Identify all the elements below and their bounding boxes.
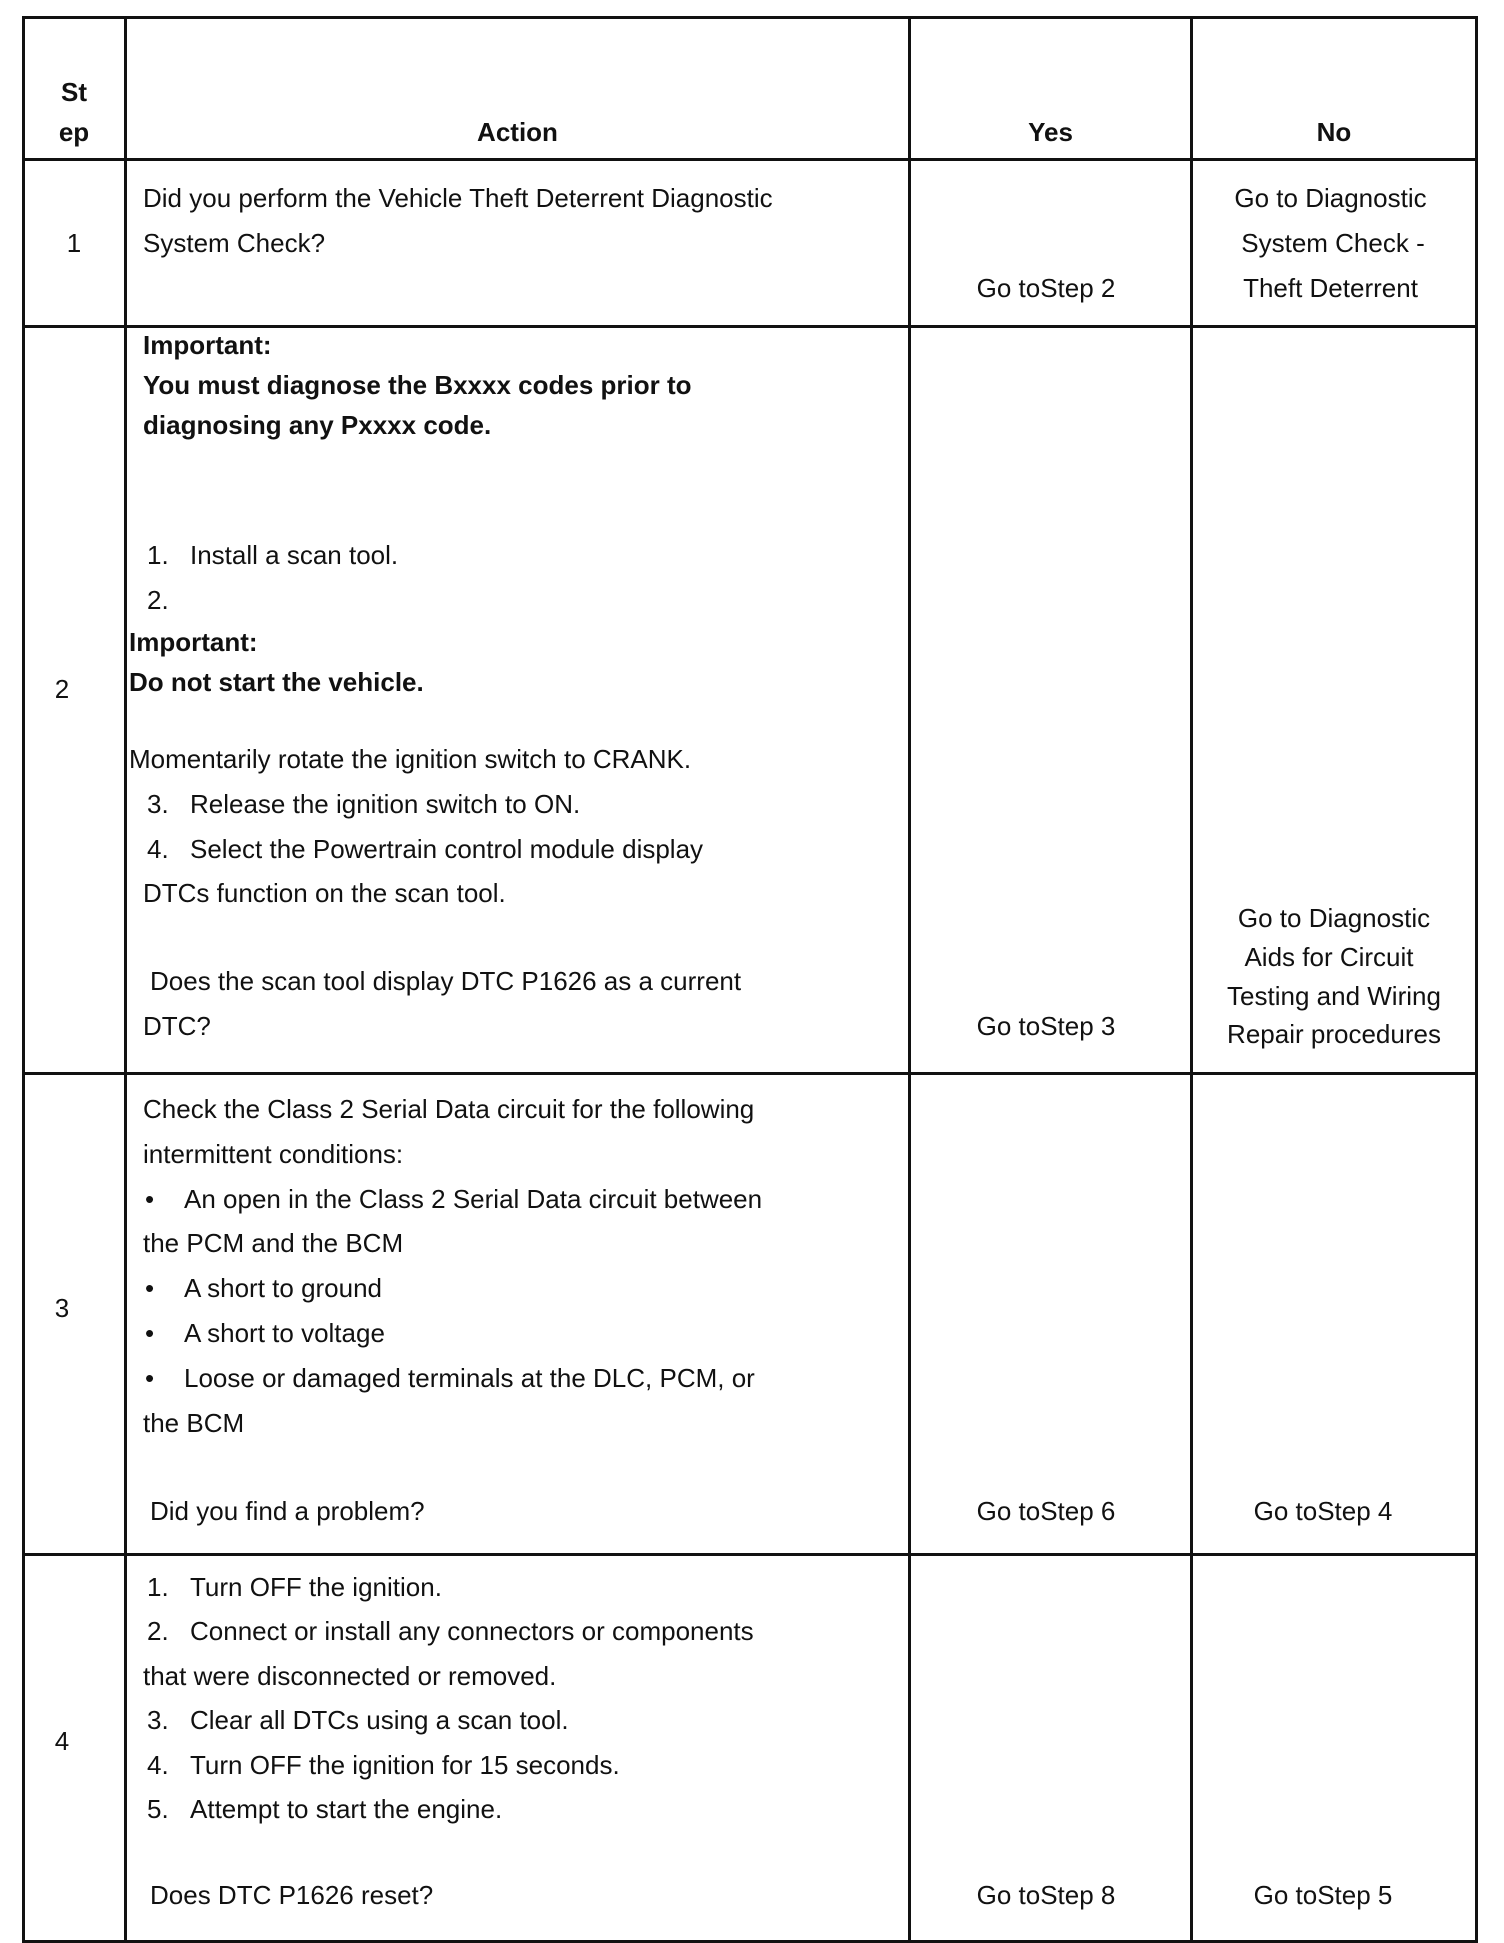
- important-text: You must diagnose the Bxxxx codes prior to: [143, 370, 692, 400]
- important-label: Important:: [143, 330, 272, 360]
- list-item: Install a scan tool.: [190, 540, 399, 570]
- list-item: Turn OFF the ignition.: [190, 1572, 442, 1602]
- col-divider-yes: [1190, 16, 1193, 1943]
- yes-goto: Go toStep 6: [976, 1496, 1116, 1526]
- col-divider-action: [908, 16, 911, 1943]
- action-text: Momentarily rotate the ignition switch to CRANK.: [129, 744, 692, 774]
- header-step-line1: St: [61, 77, 87, 107]
- header-no: No: [1316, 117, 1352, 147]
- no-goto: Aids for Circuit: [1244, 942, 1414, 972]
- list-item: DTCs function on the scan tool.: [143, 878, 506, 908]
- bullet-item: the PCM and the BCM: [143, 1228, 404, 1258]
- important-label: Important:: [129, 627, 258, 657]
- list-number: 5.: [147, 1794, 169, 1824]
- question-text: Does DTC P1626 reset?: [150, 1880, 434, 1910]
- table-border-left: [22, 16, 25, 1943]
- list-item: Turn OFF the ignition for 15 seconds.: [190, 1750, 620, 1780]
- list-item: Clear all DTCs using a scan tool.: [190, 1705, 569, 1735]
- action-text: System Check?: [143, 228, 326, 258]
- bullet: •: [145, 1273, 155, 1303]
- list-item: Release the ignition switch to ON.: [190, 789, 581, 819]
- list-number: 1.: [147, 540, 169, 570]
- col-divider-step: [124, 16, 127, 1943]
- step-number: 1: [66, 228, 82, 258]
- table-border-right: [1475, 16, 1478, 1943]
- row-divider-2: [22, 1072, 1478, 1075]
- no-goto: Go to Diagnostic: [1234, 183, 1427, 213]
- table-border-top: [22, 16, 1478, 19]
- bullet-item: A short to voltage: [184, 1318, 385, 1348]
- list-number: 3.: [147, 1705, 169, 1735]
- no-goto: Go toStep 5: [1253, 1880, 1393, 1910]
- row-divider-3: [22, 1553, 1478, 1556]
- no-goto: Testing and Wiring: [1227, 981, 1441, 1011]
- list-item: Attempt to start the engine.: [190, 1794, 503, 1824]
- list-number: 4.: [147, 834, 169, 864]
- no-goto: Theft Deterrent: [1243, 273, 1418, 303]
- action-text: Did you perform the Vehicle Theft Deterrent Diagnostic: [143, 183, 773, 213]
- question-text: Did you find a problem?: [150, 1496, 425, 1526]
- important-text: Do not start the vehicle.: [129, 667, 424, 697]
- header-step-line2: ep: [58, 117, 90, 147]
- no-goto: Go toStep 4: [1253, 1496, 1393, 1526]
- step-number: 2: [54, 674, 70, 704]
- header-divider: [22, 158, 1478, 161]
- action-text: Check the Class 2 Serial Data circuit for the following: [143, 1094, 755, 1124]
- bullet: •: [145, 1363, 155, 1393]
- list-number: 2.: [147, 1616, 169, 1646]
- yes-goto: Go toStep 3: [976, 1011, 1116, 1041]
- list-number: 1.: [147, 1572, 169, 1602]
- bullet-item: the BCM: [143, 1408, 245, 1438]
- list-item: that were disconnected or removed.: [143, 1661, 557, 1691]
- list-item: Select the Powertrain control module display: [190, 834, 704, 864]
- list-number: 2.: [147, 585, 169, 615]
- header-action: Action: [477, 117, 558, 147]
- action-text: intermittent conditions:: [143, 1139, 404, 1169]
- yes-goto: Go toStep 8: [976, 1880, 1116, 1910]
- bullet: •: [145, 1318, 155, 1348]
- header-yes: Yes: [1028, 117, 1073, 147]
- list-number: 3.: [147, 789, 169, 819]
- list-item: Connect or install any connectors or components: [190, 1616, 754, 1646]
- bullet-item: An open in the Class 2 Serial Data circuit between: [184, 1184, 763, 1214]
- step-number: 4: [54, 1726, 70, 1756]
- bullet: •: [145, 1184, 155, 1214]
- no-goto: Repair procedures: [1227, 1019, 1441, 1049]
- row-divider-1: [22, 325, 1478, 328]
- no-goto: Go to Diagnostic: [1237, 903, 1431, 933]
- bullet-item: Loose or damaged terminals at the DLC, PCM, or: [184, 1363, 755, 1393]
- question-text: Does the scan tool display DTC P1626 as a current: [150, 966, 742, 996]
- step-number: 3: [54, 1293, 70, 1323]
- important-text: diagnosing any Pxxxx code.: [143, 410, 492, 440]
- no-goto: System Check -: [1241, 228, 1425, 258]
- bullet-item: A short to ground: [184, 1273, 383, 1303]
- yes-goto: Go toStep 2: [976, 273, 1116, 303]
- list-number: 4.: [147, 1750, 169, 1780]
- question-text: DTC?: [143, 1011, 211, 1041]
